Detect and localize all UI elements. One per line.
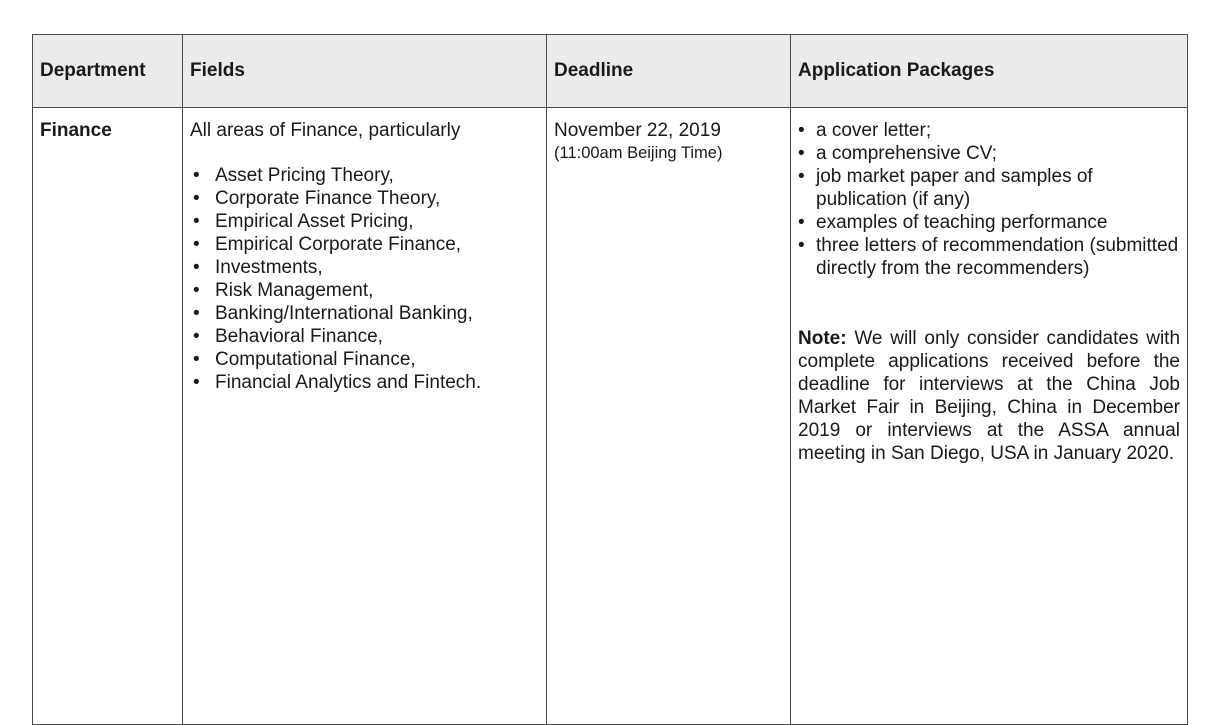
list-item: • Computational Finance, — [190, 348, 539, 371]
packages-cell — [791, 108, 1188, 725]
header-fields: Fields — [183, 35, 547, 108]
packages-list — [798, 119, 1180, 280]
header-deadline: Deadline — [547, 35, 791, 108]
deadline-date: November 22, 2019 — [554, 120, 721, 141]
list-item: • Empirical Asset Pricing, — [190, 210, 539, 233]
header-department: Department — [33, 35, 183, 108]
department-cell — [33, 108, 183, 725]
list-item: • job market paper and samples of publication (if any) — [798, 165, 1180, 211]
list-item: • Corporate Finance Theory, — [190, 187, 539, 210]
deadline-time: (11:00am Beijing Time) — [554, 144, 723, 162]
list-item: • Investments, — [190, 256, 539, 279]
note-paragraph — [798, 327, 1180, 465]
department-name: Finance — [40, 120, 112, 141]
note-label: Note: — [798, 328, 847, 349]
table-header-row — [33, 35, 1188, 108]
header-application-packages: Application Packages — [791, 35, 1188, 108]
list-item: • Empirical Corporate Finance, — [190, 233, 539, 256]
fields-intro: All areas of Finance, particularly — [190, 120, 461, 141]
table-row — [33, 108, 1188, 725]
list-item: • Banking/International Banking, — [190, 302, 539, 325]
positions-table — [32, 34, 1188, 725]
list-item: • Behavioral Finance, — [190, 325, 539, 348]
list-item: • examples of teaching performance — [798, 211, 1180, 234]
list-item: • Risk Management, — [190, 279, 539, 302]
deadline-cell — [547, 108, 791, 725]
list-item: • Financial Analytics and Fintech. — [190, 371, 539, 394]
list-item: • a cover letter; — [798, 119, 1180, 142]
list-item: • Asset Pricing Theory, — [190, 164, 539, 187]
note-text: We will only consider candidates with complete applications received before the deadline for interviews at the China Job Market Fair in Beijing, China in December 2019 or interviews at the ASSA annual meeting in San Diego, USA in January 2020. — [798, 328, 1181, 464]
fields-list — [190, 164, 539, 394]
fields-cell — [183, 108, 547, 725]
list-item: • a comprehensive CV; — [798, 142, 1180, 165]
list-item: • three letters of recommendation (submitted directly from the recommenders) — [798, 234, 1180, 280]
